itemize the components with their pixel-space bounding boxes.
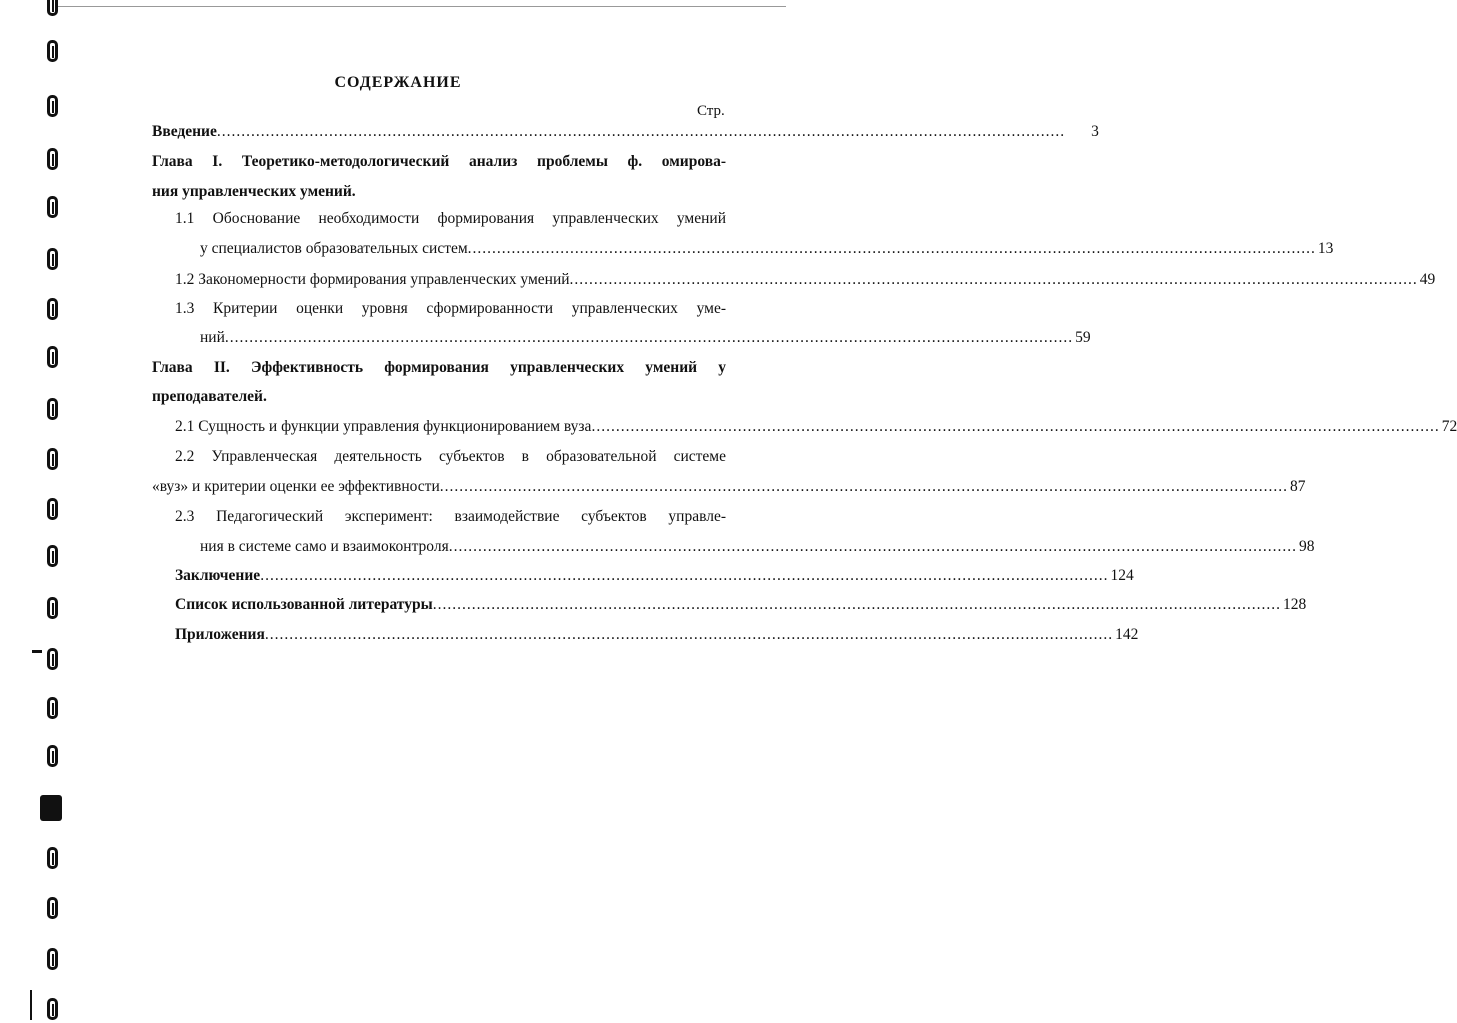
toc-entry-page: 87 xyxy=(1289,478,1306,495)
binding-hole-icon xyxy=(47,95,58,117)
toc-leader-dots: .............................................................................................................................................................................. xyxy=(448,538,1297,555)
toc-entry-label: ний xyxy=(200,329,225,346)
toc-entry-label: у специалистов образовательных систем xyxy=(200,240,468,257)
toc-leader-dots: .............................................................................................................................................................................. xyxy=(224,329,1074,346)
binding-hole-icon xyxy=(47,597,58,619)
toc-entry-label: Введение xyxy=(152,123,217,140)
toc-entry-conclusion xyxy=(175,565,1134,587)
chapter-1-line-1: Глава I. Теоретико-методологический анализ проблемы ф. омирова- xyxy=(152,153,726,170)
binding-hole-icon xyxy=(47,498,58,520)
binding-hole-icon xyxy=(47,248,58,270)
binding-hole-icon xyxy=(47,948,58,970)
binding-hole-icon xyxy=(47,40,58,62)
toc-entry-label: Заключение xyxy=(175,567,261,584)
toc-entry-1-2 xyxy=(175,269,1436,291)
toc-entry-page: 3 xyxy=(1091,123,1099,140)
toc-leader-dots: .............................................................................................................................................................................. xyxy=(467,240,1316,257)
binding-hole-icon xyxy=(47,847,58,869)
binding-hole-icon xyxy=(47,298,58,320)
toc-entry-page: 142 xyxy=(1115,626,1139,643)
toc-entry-label: ния в системе само и взаимоконтроля xyxy=(200,538,449,555)
toc-leader-dots: .............................................................................................................................................................................. xyxy=(439,478,1288,495)
binding-holes xyxy=(40,0,80,1023)
toc-entry-appendix xyxy=(175,624,1139,646)
binding-hole-icon xyxy=(47,745,58,767)
toc-entry-label: Список использованной литературы xyxy=(175,596,433,613)
toc-leader-dots: .............................................................................................................................................................................. xyxy=(432,596,1281,613)
toc-entry-page: 59 xyxy=(1075,329,1091,346)
toc-entry-1-1 xyxy=(200,238,1334,260)
toc-entry-1-1-line-1: 1.1 Обоснование необходимости формирования управленческих умений xyxy=(175,210,726,227)
toc-entry-page: 128 xyxy=(1282,596,1307,613)
scan-top-edge xyxy=(55,6,786,7)
toc-entry-intro xyxy=(152,121,1099,143)
toc-leader-dots: .............................................................................................................................................................................. xyxy=(264,626,1114,643)
toc-entry-page: 124 xyxy=(1110,567,1134,584)
binding-hole-icon xyxy=(47,648,58,670)
binding-hole-icon xyxy=(47,897,58,919)
toc-leader-dots: .............................................................................................................................................................................. xyxy=(260,567,1109,584)
binding-hole-icon xyxy=(47,0,58,16)
toc-entry-references xyxy=(175,594,1307,616)
binding-hole-icon xyxy=(47,196,58,218)
toc-entry-page: 98 xyxy=(1298,538,1315,555)
toc-entry-2-3-line-1: 2.3 Педагогический эксперимент: взаимодействие субъектов управле- xyxy=(175,508,726,525)
scan-mark xyxy=(30,990,32,1020)
chapter-1-line-2: ния управленческих умений. xyxy=(152,183,356,200)
page-column-label: Стр. xyxy=(697,103,725,119)
toc-leader-dots: .............................................................................................................................................................................. xyxy=(591,418,1440,435)
toc-entry-label: «вуз» и критерии оценки ее эффективности xyxy=(152,478,440,495)
binding-hole-icon xyxy=(47,697,58,719)
toc-leader-dots: .............................................................................................................................................................................. xyxy=(216,123,1066,140)
binding-hole-icon xyxy=(47,448,58,470)
page-title: СОДЕРЖАНИЕ xyxy=(334,74,462,91)
toc-entry-page: 72 xyxy=(1441,418,1457,435)
toc-entry-1-3 xyxy=(200,327,1091,349)
toc-entry-2-1 xyxy=(175,416,1457,438)
binding-hole-icon xyxy=(47,545,58,567)
toc-entry-2-3 xyxy=(200,536,1315,558)
binding-hole-icon xyxy=(47,148,58,170)
scan-blot xyxy=(40,795,62,821)
toc-entry-label: 2.1 Сущность и функции управления функционированием вуза xyxy=(175,418,592,435)
toc-entry-label: 1.2 Закономерности формирования управленческих умений xyxy=(175,271,570,288)
toc-entry-2-2-line-1: 2.2 Управленческая деятельность субъектов в образовательной системе xyxy=(175,448,726,465)
binding-hole-icon xyxy=(47,398,58,420)
chapter-2-line-2: преподавателей. xyxy=(152,388,267,405)
toc-entry-2-2 xyxy=(152,476,1306,498)
toc-entry-label: Приложения xyxy=(175,626,265,643)
chapter-2-line-1: Глава II. Эффективность формирования управленческих умений у xyxy=(152,359,726,376)
scan-mark xyxy=(32,650,42,653)
binding-hole-icon xyxy=(47,346,58,368)
toc-entry-page: 13 xyxy=(1317,240,1334,257)
toc-entry-page: 49 xyxy=(1419,271,1436,288)
binding-hole-icon xyxy=(47,998,58,1020)
toc-leader-dots: .............................................................................................................................................................................. xyxy=(569,271,1418,288)
toc-entry-1-3-line-1: 1.3 Критерии оценки уровня сформированности управленческих уме- xyxy=(175,300,726,317)
